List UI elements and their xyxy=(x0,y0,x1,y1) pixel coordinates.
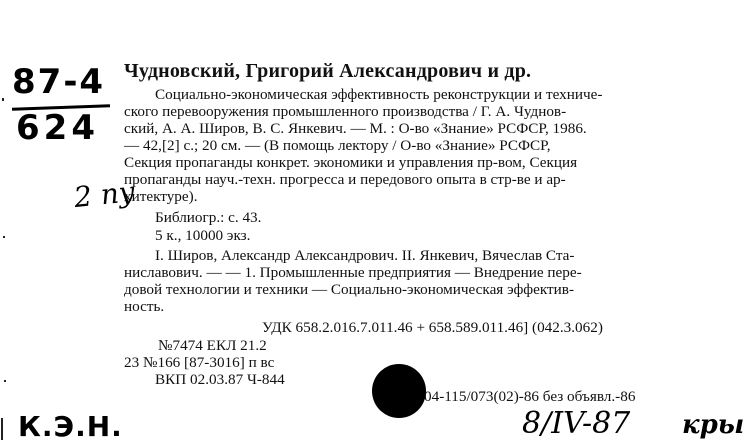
udk-classification: УДК 658.2.016.7.011.46 + 658.589.011.46] (042.3.062) xyxy=(262,319,603,336)
handwritten-date: 8/IV-87 xyxy=(522,406,631,441)
bibliography-note: Библиогр.: с. 43. xyxy=(155,209,262,226)
description-line: Секция пропаганды конкрет. экономики и управления пр-вом, Секция xyxy=(124,154,578,171)
edge-speck xyxy=(2,98,4,101)
handwritten-shelf-mark-top: 87-4 xyxy=(12,62,106,102)
tracing-line: ность. xyxy=(124,298,165,315)
description-line: ский, А. А. Широв, В. С. Янкевич. — М. : О-во «Знание» РСФСР, 1986. xyxy=(124,120,587,137)
tracing-line: I. Широв, Александр Александрович. II. Янкевич, Вячеслав Ста- xyxy=(155,247,575,264)
description-line: — 42,[2] с.; 20 см. — (В помощь лектору / О-во «Знание» РСФСР, xyxy=(124,137,551,154)
description-line: ского перевооружения промышленного производства / Г. А. Чуднов- xyxy=(124,103,567,120)
handwritten-margin-note: 2 пу xyxy=(72,174,137,215)
tracing-line: довой технологии и техники — Социально-экономическая эффектив- xyxy=(124,281,575,298)
ekl-number: №7474 ЕКЛ 21.2 xyxy=(158,337,267,354)
handwritten-shelf-mark-bottom: 624 xyxy=(16,108,99,148)
copies-note: 5 к., 10000 экз. xyxy=(155,227,251,244)
order-number: 23 №166 [87-3016] п вс xyxy=(124,354,275,371)
vkp-number: ВКП 02.03.87 Ч-844 xyxy=(155,371,285,388)
description-line: хитектуре). xyxy=(124,188,198,205)
handwritten-signature: кры xyxy=(682,410,745,440)
edge-speck xyxy=(4,380,6,382)
tracing-line: ниславович. — — 1. Промышленные предприятия — Внедрение пере- xyxy=(124,264,582,281)
description-line: Социально-экономическая эффективность реконструкции и техниче- xyxy=(155,86,603,103)
stamp-dot xyxy=(372,364,426,418)
catalog-card-number: 04-115/073(02)-86 без объявл.-86 xyxy=(424,388,636,405)
edge-speck xyxy=(1,418,3,440)
handwritten-initials: К.Э.Н. xyxy=(18,410,123,443)
edge-speck xyxy=(3,236,5,238)
card-heading-author: Чудновский, Григорий Александрович и др. xyxy=(124,60,532,82)
description-line: пропаганды науч.-техн. прогресса и передового опыта в стр-ве и ар- xyxy=(124,171,566,188)
